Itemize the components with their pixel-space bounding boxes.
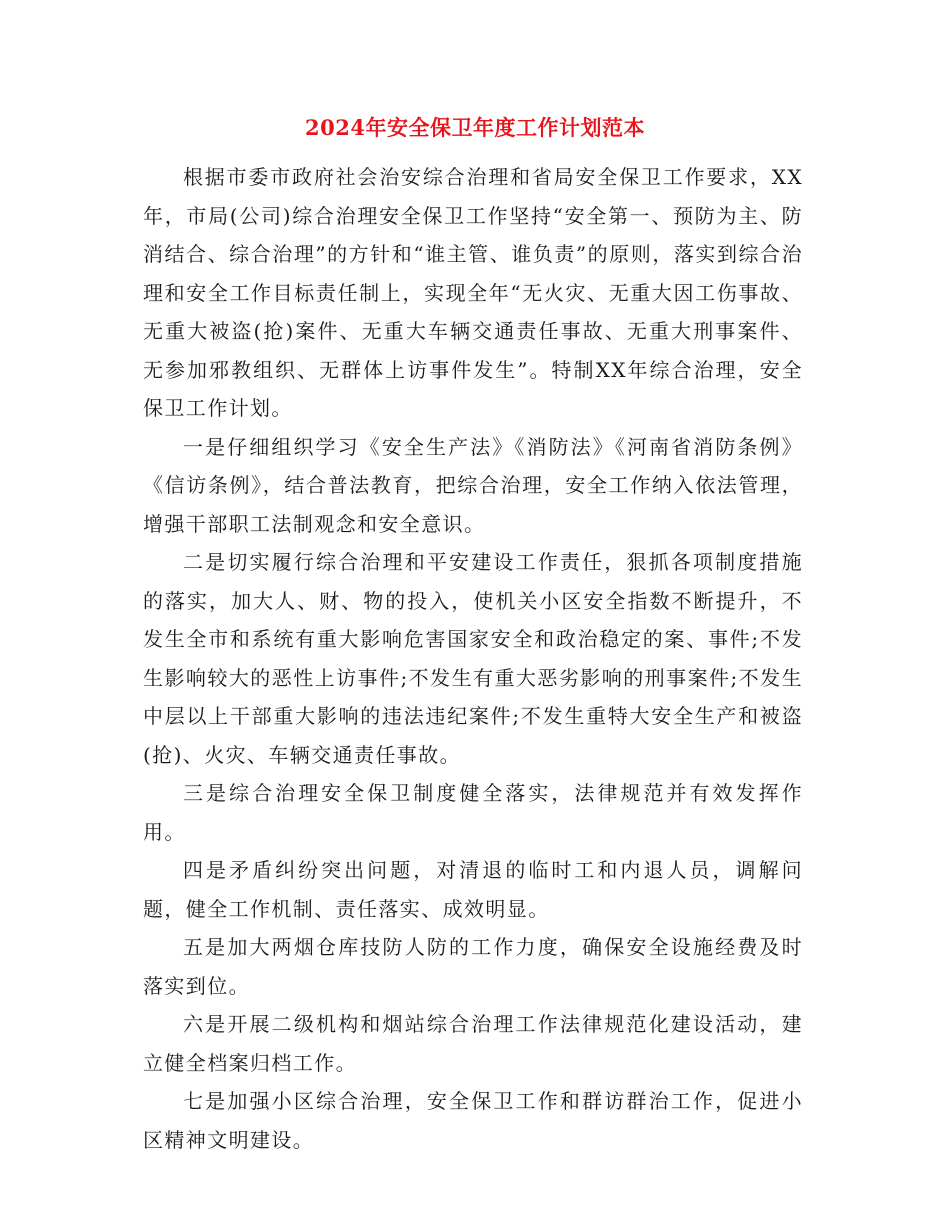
- paragraph-item-5: 五是加大两烟仓库技防人防的工作力度，确保安全设施经费及时落实到位。: [143, 935, 803, 998]
- paragraph-item-2: 二是切实履行综合治理和平安建设工作责任，狠抓各项制度措施的落实，加大人、财、物的投入，使机关小区安全指数不断提升，不发生全市和系统有重大影响危害国家安全和政治稳定的案、事件;不发生影响较大的恶性上访事件;不发生有重大恶劣影响的刑事案件;不发生中层以上干部重大影响的违法违纪案件;不发生重特大安全生产和被盗(抢)、火灾、车辆交通责任事故。: [143, 550, 803, 767]
- document-body: [143, 158, 803, 1159]
- paragraph-item-6: 六是开展二级机构和烟站综合治理工作法律规范化建设活动，建立健全档案归档工作。: [143, 1012, 803, 1075]
- paragraph-item-7: 七是加强小区综合治理，安全保卫工作和群访群治工作，促进小区精神文明建设。: [143, 1089, 803, 1152]
- paragraph-item-4: 四是矛盾纠纷突出问题，对清退的临时工和内退人员，调解问题，健全工作机制、责任落实、成效明显。: [143, 858, 803, 921]
- paragraph-item-3: 三是综合治理安全保卫制度健全落实，法律规范并有效发挥作用。: [143, 781, 803, 844]
- paragraph-intro: 根据市委市政府社会治安综合治理和省局安全保卫工作要求，XX年，市局(公司)综合治理安全保卫工作坚持“安全第一、预防为主、防消结合、综合治理”的方针和“谁主管、谁负责”的原则，落实到综合治理和安全工作目标责任制上，实现全年“无火灾、无重大因工伤事故、无重大被盗(抢)案件、无重大车辆交通责任事故、无重大刑事案件、无参加邪教组织、无群体上访事件发生”。特制XX年综合治理，安全保卫工作计划。: [143, 165, 803, 420]
- paragraph-item-1: 一是仔细组织学习《安全生产法》《消防法》《河南省消防条例》《信访条例》，结合普法教育，把综合治理，安全工作纳入依法管理，增强干部职工法制观念和安全意识。: [143, 434, 803, 536]
- document-title: 2024年安全保卫年度工作计划范本: [305, 115, 645, 140]
